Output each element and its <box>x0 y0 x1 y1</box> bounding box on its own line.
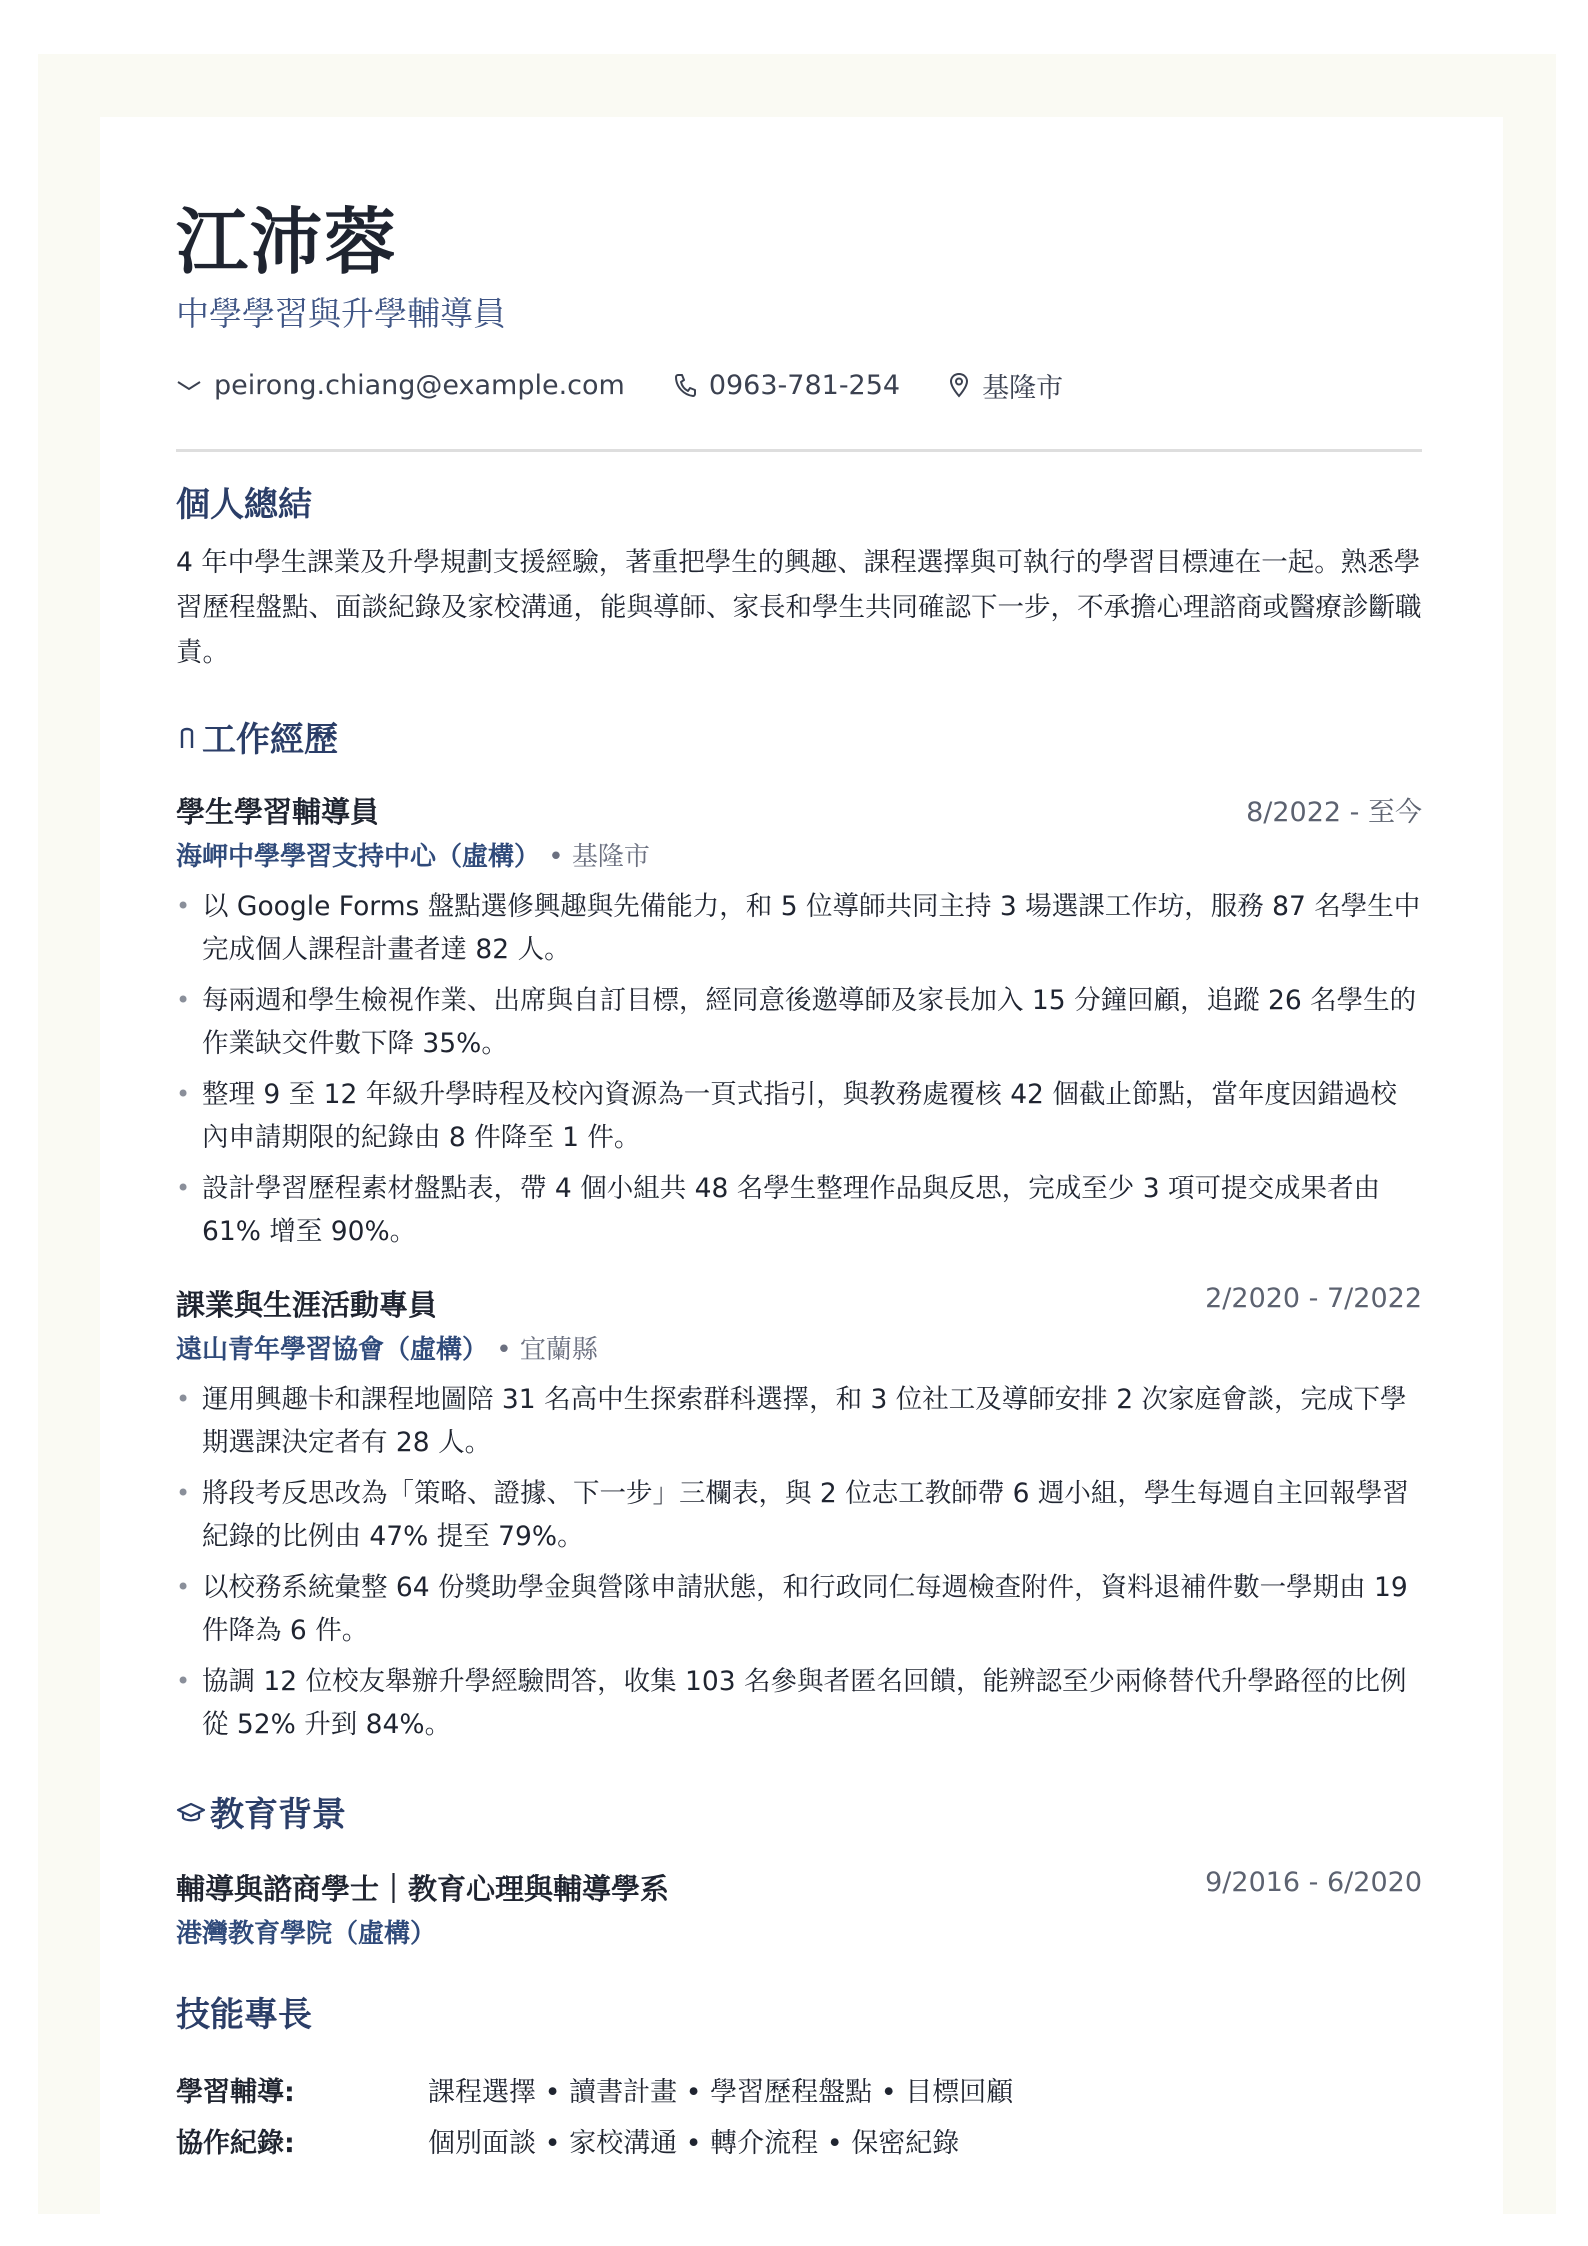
mail-icon <box>176 375 202 395</box>
job-2-title: 課業與生涯活動專員 <box>176 1288 438 1322</box>
map-pin-icon <box>948 372 970 398</box>
job-1-bullets <box>176 885 1422 1261</box>
job-2-org-line <box>176 1329 598 1366</box>
education-title: 教育背景 <box>210 1795 346 1835</box>
list-item: • 運用興趣卡和課程地圖陪 31 名高中生探索群科選擇，和 3 位社工及導師安排 2 次家庭會談，完成下學期選課決定者有 28 人。 <box>176 1378 1422 1464</box>
job-1-title: 學生學習輔導員 <box>176 795 380 829</box>
list-item: • 協調 12 位校友舉辦升學經驗問答，收集 103 名參與者匿名回饋，能辨認至少兩條替代升學路徑的比例從 52% 升到 84%。 <box>176 1660 1422 1746</box>
contact-location <box>948 366 1063 405</box>
contact-phone[interactable] <box>673 370 900 401</box>
job-2-bullets <box>176 1378 1422 1754</box>
skills-heading <box>176 1987 312 2036</box>
job-1-org-line <box>176 836 650 873</box>
list-item: • 設計學習歷程素材盤點表，帶 4 個小組共 48 名學生整理作品與反思，完成至少 3 項可提交成果者由 61% 增至 90%。 <box>176 1167 1422 1253</box>
job-1-org: 海岬中學學習支持中心（虛構） <box>176 842 541 872</box>
candidate-name: 江沛蓉 <box>176 200 399 284</box>
phone-icon <box>673 372 697 398</box>
skill-row <box>176 2070 1013 2109</box>
briefcase-icon <box>176 722 198 752</box>
skill-items: 個別面談 • 家校溝通 • 轉介流程 • 保密紀錄 <box>428 2128 960 2159</box>
list-item: • 整理 9 至 12 年級升學時程及校內資源為一頁式指引，與教務處覆核 42 個截止節點，當年度因錯過校內申請期限的紀錄由 8 件降至 1 件。 <box>176 1073 1422 1159</box>
list-item: • 以校務系統彙整 64 份獎助學金與營隊申請狀態，和行政同仁每週檢查附件，資料退補件數一學期由 19 件降為 6 件。 <box>176 1566 1422 1652</box>
contact-email[interactable] <box>176 370 625 401</box>
job-2-date: 2/2020 - 7/2022 <box>1205 1283 1422 1314</box>
education-date: 9/2016 - 6/2020 <box>1205 1867 1422 1898</box>
job-2-location: • 宜蘭縣 <box>496 1335 598 1365</box>
experience-title: 工作經歷 <box>202 720 338 760</box>
job-2-org: 遠山青年學習協會（虛構） <box>176 1335 489 1365</box>
experience-heading <box>176 712 338 761</box>
summary-text: 4 年中學生課業及升學規劃支援經驗，著重把學生的興趣、課程選擇與可執行的學習目標連在一起。熟悉學習歷程盤點、面談紀錄及家校溝通，能與導師、家長和學生共同確認下一步，不承擔心理諮商或醫療診斷職責。 <box>176 547 1422 668</box>
contact-row <box>176 365 1111 405</box>
skill-label: 協作紀錄: <box>176 2128 295 2159</box>
list-item: • 將段考反思改為「策略、證據、下一步」三欄表，與 2 位志工教師帶 6 週小組，學生每週自主回報學習紀錄的比例由 47% 提至 79%。 <box>176 1472 1422 1558</box>
list-item: • 每兩週和學生檢視作業、出席與自訂目標，經同意後邀導師及家長加入 15 分鐘回顧，追蹤 26 名學生的作業缺交件數下降 35%。 <box>176 979 1422 1065</box>
header-divider <box>176 449 1422 452</box>
location-text: 基隆市 <box>982 372 1064 404</box>
job-1-date: 8/2022 - 至今 <box>1246 797 1422 828</box>
skill-label: 學習輔導: <box>176 2077 295 2108</box>
skills-title: 技能專長 <box>176 1995 312 2035</box>
email-text: peirong.chiang@example.com <box>214 369 625 401</box>
education-heading <box>176 1787 346 1836</box>
job-1-location: • 基隆市 <box>548 842 650 872</box>
education-school-line <box>176 1913 436 1950</box>
education-degree: 輔導與諮商學士｜教育心理與輔導學系 <box>176 1872 670 1906</box>
phone-text: 0963-781-254 <box>708 369 901 401</box>
candidate-role: 中學學習與升學輔導員 <box>176 294 506 333</box>
skill-row <box>176 2121 959 2160</box>
summary-heading <box>176 477 312 526</box>
skill-items: 課程選擇 • 讀書計畫 • 學習歷程盤點 • 目標回顧 <box>428 2077 1014 2108</box>
list-item: • 以 Google Forms 盤點選修興趣與先備能力，和 5 位導師共同主持 3 場選課工作坊，服務 87 名學生中完成個人課程計畫者達 82 人。 <box>176 885 1422 971</box>
graduation-cap-icon <box>176 1799 206 1825</box>
summary-title: 個人總結 <box>176 485 312 525</box>
education-school: 港灣教育學院（虛構） <box>176 1919 437 1949</box>
